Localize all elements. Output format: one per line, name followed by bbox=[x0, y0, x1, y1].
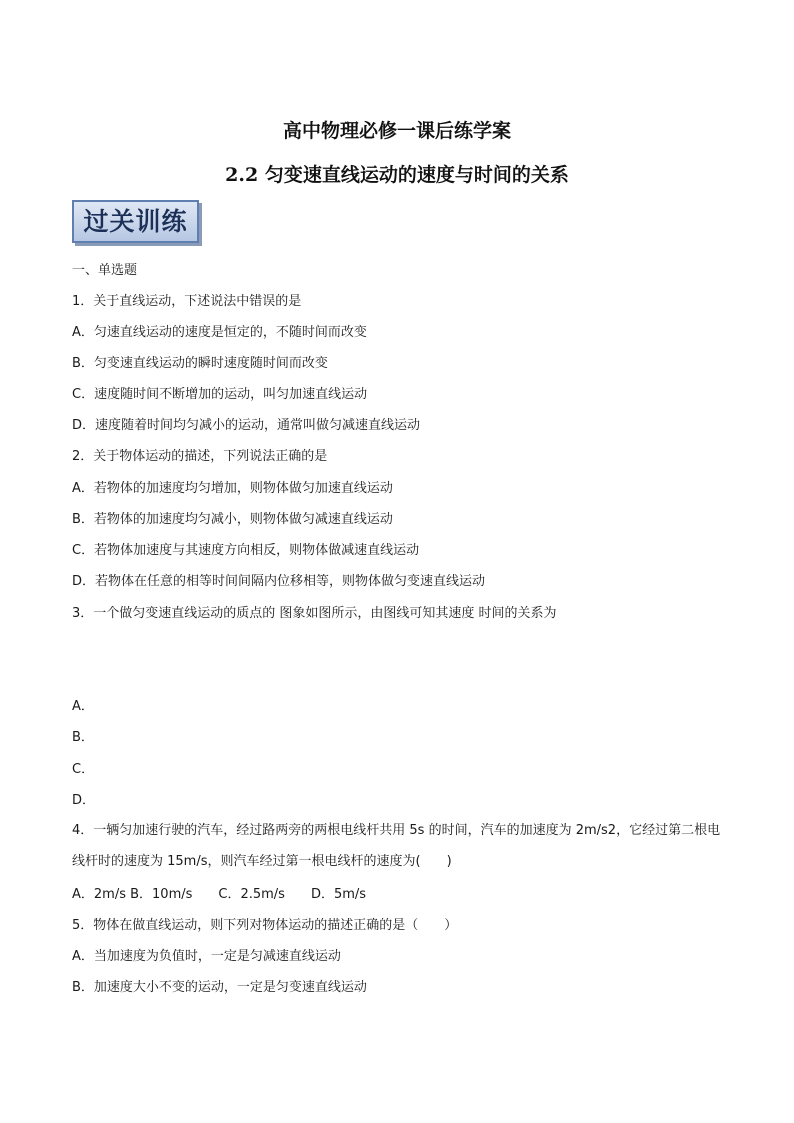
section-heading: 一、单选题 bbox=[72, 263, 138, 278]
question-4-options: A．2m/s B．10m/s C．2.5m/s D．5m/s bbox=[72, 887, 367, 902]
page-title: 高中物理必修一课后练学案 bbox=[282, 120, 511, 142]
question-1-option-b: B．匀变速直线运动的瞬时速度随时间而改变 bbox=[72, 356, 328, 371]
question-4-stem: 4．一辆匀加速行驶的汽车，经过路两旁的两根电线杆共用 5s 的时间，汽车的加速度为 2m/s2，它经过第二根电线杆时的速度为 15m/s，则汽车经过第一根电线杆的速度为( ) bbox=[72, 823, 721, 869]
question-3-stem: 3．一个做匀变速直线运动的质点的 图象如图所示，由图线可知其速度 时间的关系为 bbox=[72, 606, 557, 621]
question-1-option-a: A．匀速直线运动的速度是恒定的，不随时间而改变 bbox=[72, 325, 367, 340]
question-2-option-c: C．若物体加速度与其速度方向相反，则物体做减速直线运动 bbox=[72, 543, 420, 558]
page-subtitle: 2.2 匀变速直线运动的速度与时间的关系 bbox=[225, 164, 569, 186]
section-badge bbox=[72, 200, 203, 247]
question-2-option-a: A．若物体的加速度均匀增加，则物体做匀加速直线运动 bbox=[72, 481, 393, 496]
question-5-option-a: A．当加速度为负值时，一定是匀减速直线运动 bbox=[72, 949, 341, 964]
question-1-option-c: C．速度随时间不断增加的运动，叫匀加速直线运动 bbox=[72, 387, 368, 402]
question-5-stem: 5．物体在做直线运动，则下列对物体运动的描述正确的是（ ） bbox=[72, 918, 458, 933]
question-3-option-a: A． bbox=[72, 699, 94, 714]
question-2-stem: 2．关于物体运动的描述，下列说法正确的是 bbox=[72, 449, 328, 464]
question-3-option-c: C． bbox=[72, 762, 95, 777]
question-1-stem: 1．关于直线运动，下述说法中错误的是 bbox=[72, 294, 302, 309]
question-2-option-b: B．若物体的加速度均匀减小，则物体做匀减速直线运动 bbox=[72, 512, 393, 527]
badge-label: 过关训练 bbox=[83, 207, 188, 236]
question-2-option-d: D．若物体在任意的相等时间间隔内位移相等，则物体做匀变速直线运动 bbox=[72, 574, 486, 589]
question-5-option-b: B．加速度大小不变的运动，一定是匀变速直线运动 bbox=[72, 980, 367, 995]
question-3-option-b: B． bbox=[72, 730, 94, 745]
question-1-option-d: D．速度随着时间均匀减小的运动，通常叫做匀减速直线运动 bbox=[72, 418, 421, 433]
question-3-option-d: D． bbox=[72, 793, 96, 808]
